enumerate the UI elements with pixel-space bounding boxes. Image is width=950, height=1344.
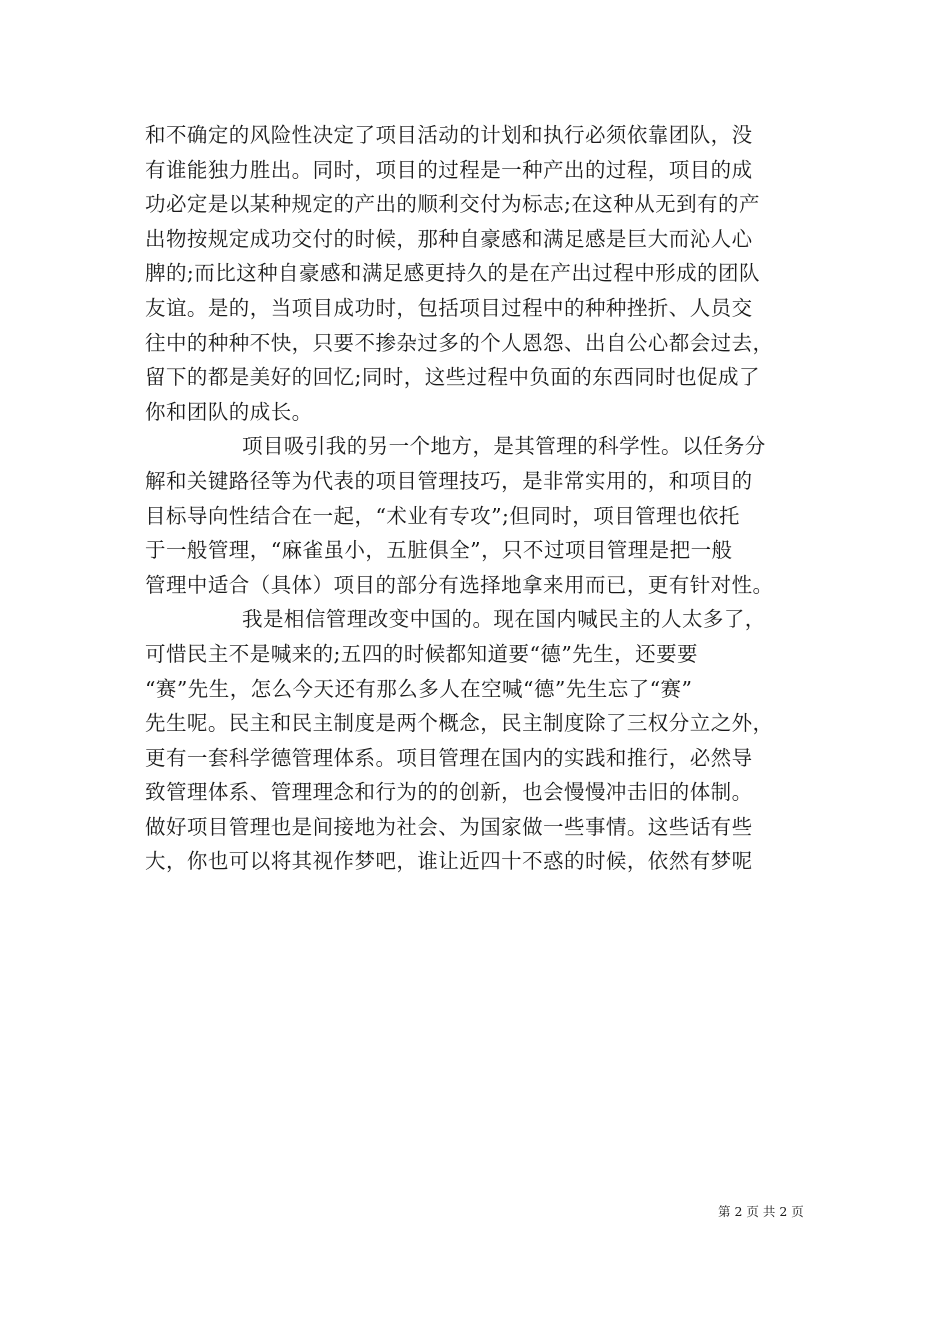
text-line: 先生呢。民主和民主制度是两个概念，民主制度除了三权分立之外， <box>145 711 774 736</box>
page-number-footer: 第 2 页 共 2 页 <box>718 1204 804 1219</box>
text-line: 做好项目管理也是间接地为社会、为国家做一些事情。这些话有些 <box>145 814 753 839</box>
text-line: 你和团队的成长。 <box>145 399 313 424</box>
text-line: 目标导向性结合在一起，“术业有专攻”;但同时，项目管理也依托 <box>145 503 740 528</box>
text-line: 脾的;而比这种自豪感和满足感更持久的是在产出过程中形成的团队 <box>145 261 760 286</box>
text-line: 友谊。是的，当项目成功时，包括项目过程中的种种挫折、人员交 <box>145 295 753 320</box>
text-line: 留下的都是美好的回忆;同时，这些过程中负面的东西同时也促成了 <box>145 365 760 390</box>
text-line: 大，你也可以将其视作梦吧，谁让近四十不惑的时候，依然有梦呢 <box>145 849 753 874</box>
text-line: 更有一套科学德管理体系。项目管理在国内的实践和推行，必然导 <box>145 745 753 770</box>
text-line: 可惜民主不是喊来的;五四的时候都知道要“德”先生，还要要 <box>145 641 698 666</box>
document-body <box>145 118 815 879</box>
paragraph-first-line: 项目吸引我的另一个地方，是其管理的科学性。以任务分 <box>242 434 766 459</box>
text-line: 解和关键路径等为代表的项目管理技巧，是非常实用的，和项目的 <box>145 468 753 493</box>
text-line: 有谁能独力胜出。同时，项目的过程是一种产出的过程，项目的成 <box>145 157 753 182</box>
text-line: 功必定是以某种规定的产出的顺利交付为标志;在这种从无到有的产 <box>145 192 760 217</box>
text-line: 和不确定的风险性决定了项目活动的计划和执行必须依靠团队，没 <box>145 123 753 147</box>
text-line: 往中的种种不快，只要不掺杂过多的个人恩怨、出自公心都会过去， <box>145 330 774 355</box>
text-line: 管理中适合（具体）项目的部分有选择地拿来用而已，更有针对性。 <box>145 572 774 597</box>
paragraph-first-line: 我是相信管理改变中国的。现在国内喊民主的人太多了， <box>242 607 766 632</box>
text-line: 于一般管理，“麻雀虽小，五脏俱全”，只不过项目管理是把一般 <box>145 538 733 563</box>
text-line: “赛”先生，怎么今天还有那么多人在空喊“德”先生忘了“赛” <box>145 676 693 701</box>
text-line: 致管理体系、管理理念和行为的的创新，也会慢慢冲击旧的体制。 <box>145 780 753 805</box>
text-line: 出物按规定成功交付的时候，那种自豪感和满足感是巨大而沁人心 <box>145 226 753 251</box>
